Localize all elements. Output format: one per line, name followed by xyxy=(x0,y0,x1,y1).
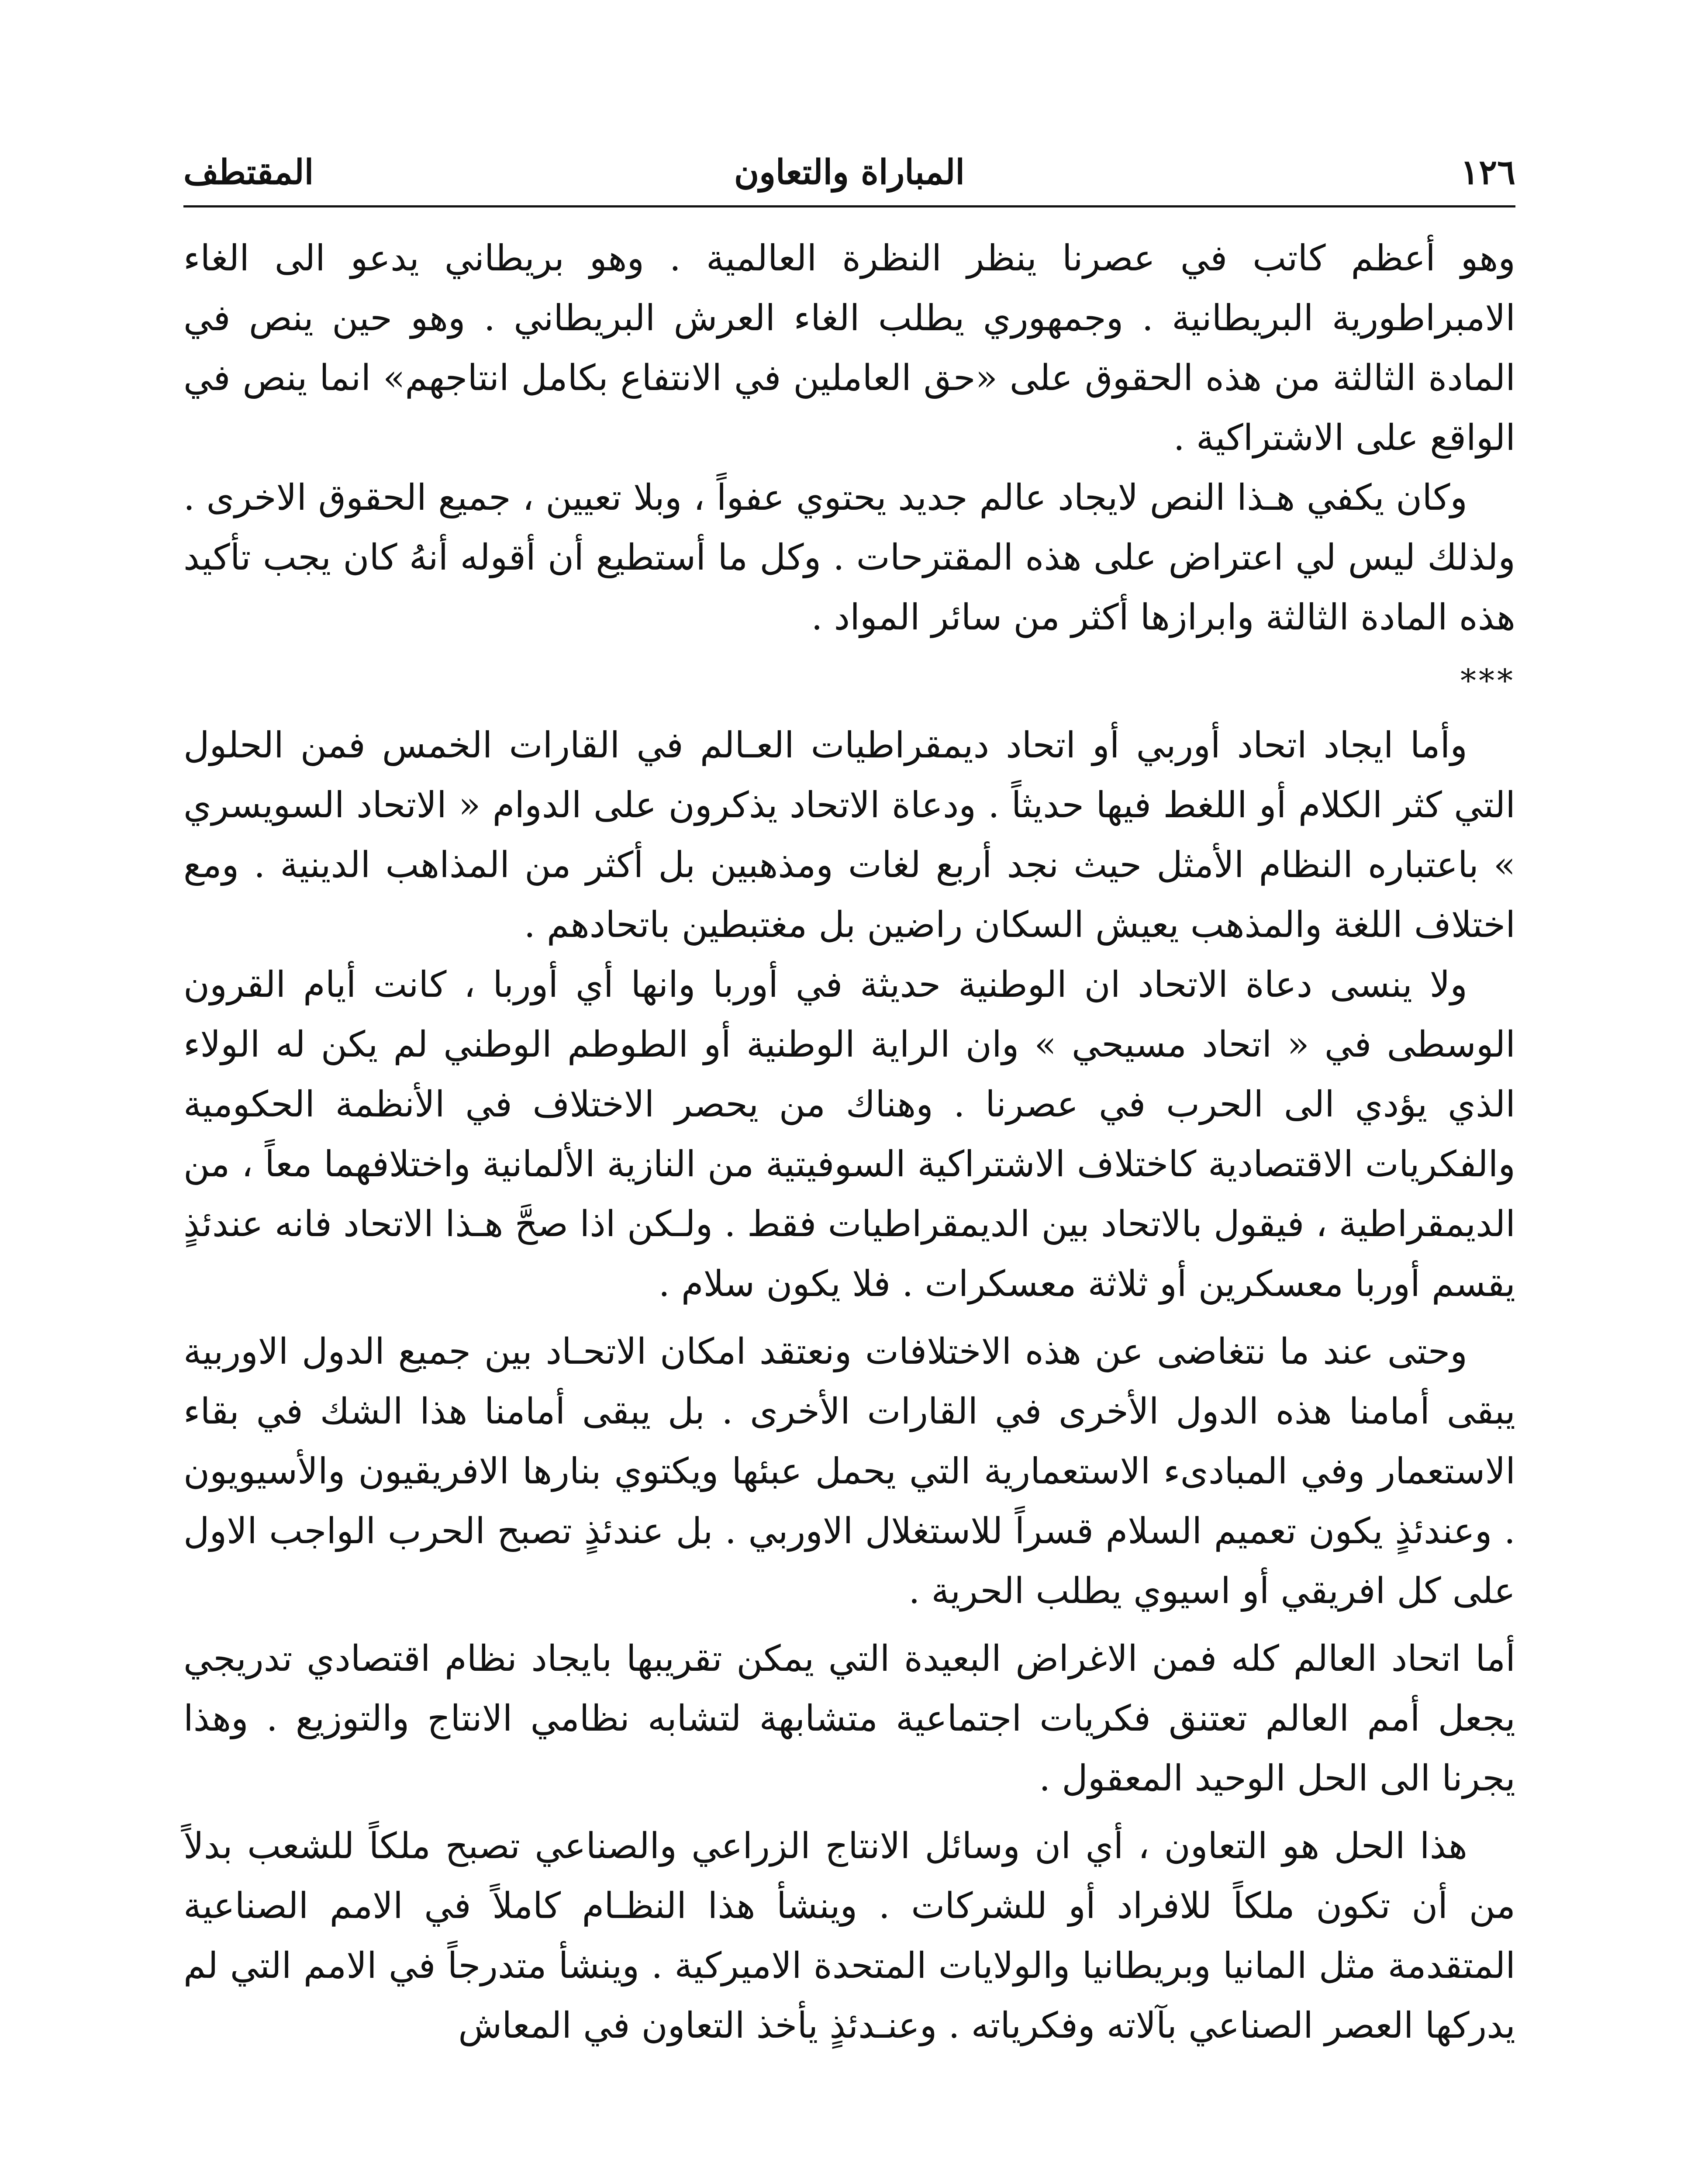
paragraph-3: وأما ايجاد اتحاد أوربي أو اتحاد ديمقراطيات العـالم في القارات الخمس فمن الحلول التي كثر الكلام أو اللغط فيها حديثاً . ودعاة الاتحاد يذكرون على الدوام « الاتحاد السويسري » باعتباره النظام الأمثل حيث نجد أربع لغات ومذهبين بل أكثر من المذاهب الدينية . ومع اختلاف اللغة والمذهب يعيش السكان راضين بل مغتبطين باتحادهم . xyxy=(183,725,1515,946)
paragraph-gap xyxy=(183,1314,1515,1322)
running-title: المباراة والتعاون xyxy=(734,152,965,192)
paragraph-gap xyxy=(183,1621,1515,1629)
paragraph-7: هذا الحل هو التعاون ، أي ان وسائل الانتاج الزراعي والصناعي تصبح ملكاً للشعب بدلاً من أن تكون ملكاً للافراد أو للشركات . وينشأ هذا النظـام كاملاً في الامم الصناعية المتقدمة مثل المانيا وبريطانيا والولايات المتحدة الاميركية . وينشأ متدرجاً في الامم التي لم يدركها العصر الصناعي بآلاته وفكرياته . وعنـدئذٍ يأخذ التعاون في المعاش xyxy=(183,1825,1515,2046)
section-separator: *** xyxy=(1460,662,1515,699)
page-number: ١٢٦ xyxy=(1460,152,1515,192)
journal-name: المقتطف xyxy=(183,152,314,192)
page-header xyxy=(183,144,1515,207)
paragraph-gap xyxy=(183,1808,1515,1816)
paragraph-4: ولا ينسى دعاة الاتحاد ان الوطنية حديثة في أوربا وانها أي أوربا ، كانت أيام القرون الوسطى في « اتحاد مسيحي » وان الراية الوطنية أو الطوطم الوطني لم يكن له الولاء الذي يؤدي الى الحرب في عصرنا . وهناك من يحصر الاختلاف في الأنظمة الحكومية والفكريات الاقتصادية كاختلاف الاشتراكية السوفيتية من النازية الألمانية واختلافهما معاً ، من الديمقراطية ، فيقول بالاتحاد بين الديمقراطيات فقط . ولـكن اذا صحَّ هـذا الاتحاد فانه عندئذٍ يقسم أوربا معسكرين أو ثلاثة معسكرات . فلا يكون سلام . xyxy=(183,964,1515,1305)
article-body xyxy=(183,228,1515,2056)
paragraph-6: أما اتحاد العالم كله فمن الاغراض البعيدة التي يمكن تقريبها بايجاد نظام اقتصادي تدريجي يجعل أمم العالم تعتنق فكريات اجتماعية متشابهة لتشابه نظامي الانتاج والتوزيع . وهذا يجرنا الى الحل الوحيد المعقول . xyxy=(183,1638,1515,1799)
paragraph-1: وهو أعظم كاتب في عصرنا ينظر النظرة العالمية . وهو بريطاني يدعو الى الغاء الامبراطورية البريطانية . وجمهوري يطلب الغاء العرش البريطاني . وهو حين ينص في المادة الثالثة من هذه الحقوق على «حق العاملين في الانتفاع بكامل انتاجهم» انما ينص في الواقع على الاشتراكية . xyxy=(183,238,1515,459)
paragraph-2: وكان يكفي هـذا النص لايجاد عالم جديد يحتوي عفواً ، وبلا تعيين ، جميع الحقوق الاخرى . ولذلك ليس لي اعتراض على هذه المقترحات . وكل ما أستطيع أن أقوله أنهُ كان يجب تأكيد هذه المادة الثالثة وابرازها أكثر من سائر المواد . xyxy=(183,477,1515,638)
paragraph-5: وحتى عند ما نتغاضى عن هذه الاختلافات ونعتقد امكان الاتحـاد بين جميع الدول الاوربية يبقى أمامنا هذه الدول الأخرى في القارات الأخرى . بل يبقى أمامنا هذا الشك في بقاء الاستعمار وفي المبادىء الاستعمارية التي يحمل عبئها ويكتوي بنارها الافريقيون والأسيويون . وعندئذٍ يكون تعميم السلام قسراً للاستغلال الاوربي . بل عندئذٍ تصبح الحرب الواجب الاول على كل افريقي أو اسيوي يطلب الحرية . xyxy=(183,1331,1515,1612)
document-page xyxy=(183,144,1515,2184)
